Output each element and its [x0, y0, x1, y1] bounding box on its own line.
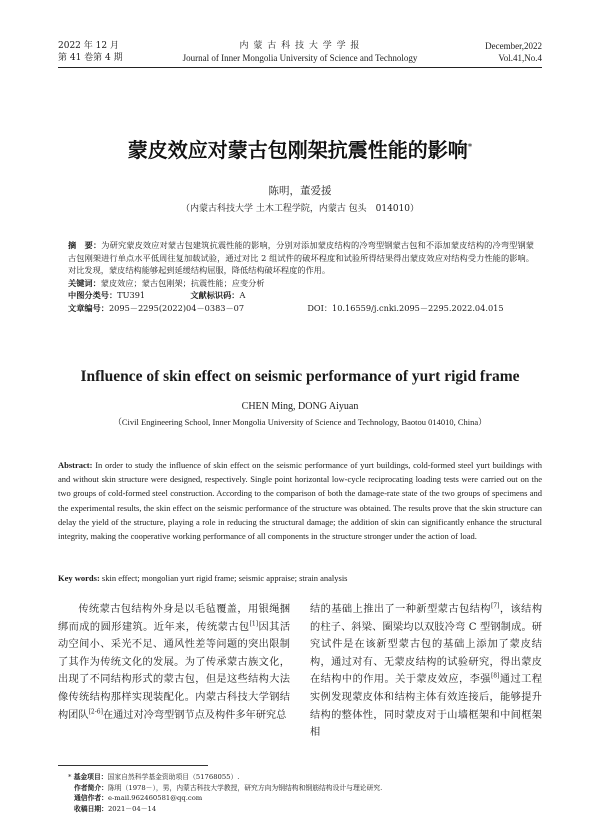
abstract-cn-paragraph: [68, 239, 534, 277]
citation-ref[interactable]: [8]: [491, 673, 500, 680]
header-date: 2022 年 12 月: [58, 40, 123, 52]
abstract-cn-label: 摘 要：: [68, 240, 101, 250]
header-rule: [58, 67, 542, 68]
footnote-bio: [68, 783, 508, 794]
classification-line: [68, 289, 534, 302]
body-column-left: [58, 601, 290, 724]
contact-text[interactable]: e-mail.962460581@qq.com: [108, 794, 202, 802]
affiliation-en: （Civil Engineering School, Inner Mongolia University of Science and Technology, Baotou 014010, China）: [0, 416, 600, 428]
bio-text: 陈明（1978－），男，内蒙古科技大学教授，研究方向为钢结构和钢筋结构设计与理论研究.: [108, 784, 382, 792]
paper-title-en: Influence of skin effect on seismic performance of yurt rigid frame: [0, 368, 600, 386]
header-volume-en: Vol.41,No.4: [485, 52, 542, 64]
doi-value: 10.16559/j.cnki.2095－2295.2022.04.015: [332, 303, 504, 313]
doi-label: DOI：: [307, 303, 332, 313]
body-column-right: [310, 601, 542, 742]
footnote-contact: [68, 793, 508, 804]
keywords-cn-text: 蒙皮效应；蒙古包刚架；抗震性能；应变分析: [101, 278, 265, 288]
body-right-text-a: 结的基础上推出了一种新型蒙古包结构: [310, 604, 491, 615]
contact-label: 通信作者：: [74, 794, 108, 802]
citation-ref[interactable]: [1]: [250, 620, 259, 627]
title-cn-text: 蒙皮效应对蒙古包刚架抗震性能的影响: [128, 138, 468, 162]
article-number-line: [68, 302, 534, 315]
bio-label: 作者简介：: [74, 784, 108, 792]
clc-value: TU391: [117, 290, 145, 300]
footnote-received: [68, 804, 508, 814]
running-header-right: [485, 40, 542, 64]
footnotes: [68, 772, 508, 814]
authors-en: CHEN Ming, DONG Aiyuan: [0, 401, 600, 412]
received-label: 收稿日期：: [74, 805, 108, 813]
article-no-label: 文章编号：: [68, 303, 109, 313]
keywords-cn: [68, 277, 534, 290]
body-right-text-c: 通过工程实例发现蒙皮体和结构主体有效连接后，能够提升结构的整体性，同时蒙皮对于山墙框架和中间框架相: [310, 674, 542, 738]
footnote-rule: [58, 765, 208, 766]
keywords-en-label: Key words:: [58, 573, 100, 583]
article-no-value: 2095－2295(2022)04－0383－07: [109, 303, 244, 313]
affiliation-cn: （内蒙古科技大学 土木工程学院，内蒙古 包头 014010）: [0, 201, 600, 214]
header-date-en: December,2022: [485, 40, 542, 52]
journal-name-en: Journal of Inner Mongolia University of Science and Technology: [150, 52, 450, 64]
keywords-cn-label: 关键词：: [68, 278, 101, 288]
clc-label: 中图分类号：: [68, 290, 117, 300]
running-header-left: [58, 40, 123, 64]
body-left-text-c: 在通过对冷弯型钢节点及构件多年研究总: [103, 710, 286, 721]
received-text: 2021－04－14: [108, 805, 156, 813]
abstract-en-label: Abstract:: [58, 460, 92, 470]
citation-ref[interactable]: [2-6]: [89, 708, 103, 715]
fund-text: 国家自然科学基金资助项目（51768055）.: [108, 773, 240, 781]
paper-title-cn: [40, 134, 560, 163]
fund-label: 基金项目：: [74, 773, 108, 781]
body-left-text-b: 因其活动空间小、采光不足、通风性差等问题的突出限制了其作为传统文化的发展。为了传承蒙古族文化，出现了不同结构形式的蒙古包，但是这些结构大法像传统结构那样实现装配化。内蒙古科技大学钢结构团队: [58, 622, 290, 721]
abstract-cn: [68, 239, 534, 314]
body-left-text-a: 传统蒙古包结构外身是以毛毡覆盖，用银绳捆绑而成的圆形建筑。近年来，传统蒙古包: [58, 604, 290, 633]
body-right-text-b: ，该结构的柱子、斜梁、圈梁均以双肢冷弯 C 型钢制成。研究试件是在该新型蒙古包的基础上添加了蒙皮结构，通过对有、无蒙皮结构的试验研究，得出蒙皮在结构中的作用。关于蒙皮效应，李强: [310, 604, 542, 685]
running-header-center: [150, 40, 450, 64]
header-volume: 第 41 卷第 4 期: [58, 52, 123, 64]
doc-code-label: 文献标识码：: [190, 290, 239, 300]
footnote-fund: * 基金项目：国家自然科学基金资助项目（51768055）.: [68, 772, 508, 783]
journal-name-cn: 内 蒙 古 科 技 大 学 学 报: [150, 40, 450, 52]
abstract-en: [58, 458, 542, 543]
abstract-cn-text: 为研究蒙皮效应对蒙古包建筑抗震性能的影响，分别对添加蒙皮结构的冷弯型钢蒙古包和不添加蒙皮结构的冷弯型钢蒙古包刚架进行单点水平低周往复加载试验，通过对比 2 组试件的破坏程度和试验所得结果得出蒙皮效应对结构受力性能的影响。对比发现，蒙皮结构能够起到延缓结构屈服，降低结构破坏程度的作用。: [68, 240, 534, 275]
keywords-en: [58, 573, 542, 583]
doc-code-value: A: [240, 290, 246, 300]
abstract-en-text: In order to study the influence of skin effect on the seismic performance of yurt buildings, cold-formed steel yurt buildings with and without skin structure were designed, respectively. Single point horizontal low-cycle reciprocating loading tests were carried out on the two groups of cold-formed steel construction. According to the comparison of both the damage-rate state of the two groups of specimens and the experimental results, the skin effect on the seismic performance of the structure was obtained. The results prove that the skin structure can delay the yield of the structure, playing a role in reducing the structural damage; the addition of skin can significantly enhance the structural integrity, making the cooperative working performance of all components in the structure stronger under the action of load.: [58, 460, 542, 541]
citation-ref[interactable]: [7]: [491, 603, 500, 610]
title-footnote-mark: *: [468, 142, 473, 152]
keywords-en-text: skin effect; mongolian yurt rigid frame; seismic appraise; strain analysis: [102, 573, 348, 583]
authors-cn: 陈明，董爱援: [0, 183, 600, 198]
